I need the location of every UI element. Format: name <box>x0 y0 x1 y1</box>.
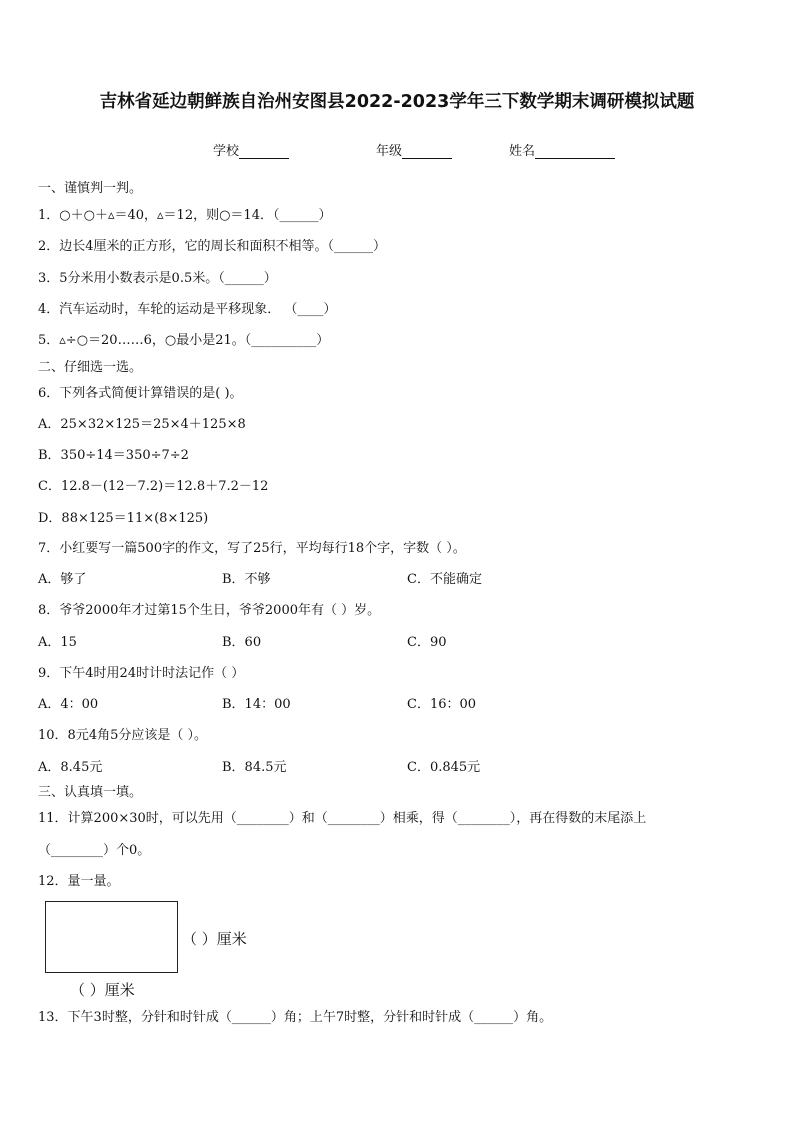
question-10-option-b: B．84.5元 <box>222 760 287 775</box>
question-2: 2．边长4厘米的正方形，它的周长和面积不相等。（______） <box>38 239 387 254</box>
question-6: 6．下列各式简便计算错误的是( )。 <box>38 386 243 401</box>
question-11-line-1: 11．计算200×30时，可以先用（________）和（________）相乘，得（________），再在得数的末尾添上 <box>38 811 647 826</box>
question-7-option-a: A．够了 <box>38 572 87 587</box>
rectangle-width-answer: （ ）厘米 <box>70 981 135 999</box>
name-field <box>509 140 615 159</box>
question-9-option-b: B．14：00 <box>222 697 291 712</box>
school-blank <box>239 145 289 159</box>
question-10: 10．8元4角5分应该是（ ）。 <box>38 728 207 743</box>
section-heading-fill: 三、认真填一填。 <box>38 785 143 800</box>
question-5: 5．▵÷○＝20……6，○最小是21。（__________） <box>38 333 330 348</box>
question-9-option-c: C．16：00 <box>407 697 477 712</box>
question-6-option-a: A．25×32×125＝25×4＋125×8 <box>38 417 246 432</box>
name-label: 姓名 <box>509 144 536 159</box>
question-4: 4．汽车运动时，车轮的运动是平移现象． （____） <box>38 302 337 317</box>
grade-label: 年级 <box>376 144 403 159</box>
page-title: 吉林省延边朝鲜族自治州安图县2022-2023学年三下数学期末调研模拟试题 <box>99 92 695 112</box>
school-field <box>213 140 289 159</box>
question-7-option-b: B．不够 <box>222 572 271 587</box>
question-11-line-2: （________）个0。 <box>38 843 151 858</box>
question-6-option-c: C．12.8－(12－7.2)＝12.8＋7.2－12 <box>38 479 269 494</box>
question-12: 12．量一量。 <box>38 874 120 889</box>
question-13: 13．下午3时整，分针和时针成（______）角；上午7时整，分针和时针成（______）角。 <box>38 1010 553 1025</box>
school-label: 学校 <box>213 144 240 159</box>
question-10-option-c: C．0.845元 <box>407 760 481 775</box>
question-10-option-a: A．8.45元 <box>38 760 103 775</box>
grade-field <box>376 140 452 159</box>
question-7: 7．小红要写一篇500字的作文，写了25行，平均每行18个字，字数（ ）。 <box>38 541 466 556</box>
section-heading-choose: 二、仔细选一选。 <box>38 360 143 375</box>
measure-rectangle <box>45 901 178 973</box>
question-8-option-a: A．15 <box>38 635 77 650</box>
question-9: 9．下午4时用24时计时法记作（ ） <box>38 666 245 681</box>
rectangle-height-answer: （ ）厘米 <box>182 930 247 948</box>
question-6-option-b: B．350÷14＝350÷7÷2 <box>38 448 189 463</box>
question-1: 1．○＋○＋▵＝40，▵＝12，则○＝14．（______） <box>38 208 332 223</box>
question-3: 3．5分米用小数表示是0.5米。（______） <box>38 271 277 286</box>
grade-blank <box>402 145 452 159</box>
question-6-option-d: D．88×125＝11×(8×125) <box>38 511 209 526</box>
question-9-option-a: A．4：00 <box>38 697 99 712</box>
question-8-option-c: C．90 <box>407 635 447 650</box>
question-7-option-c: C．不能确定 <box>407 572 482 587</box>
name-blank <box>535 145 615 159</box>
question-8: 8．爷爷2000年才过第15个生日，爷爷2000年有（ ）岁。 <box>38 603 381 618</box>
section-heading-judge: 一、谨慎判一判。 <box>38 181 143 196</box>
question-8-option-b: B．60 <box>222 635 262 650</box>
